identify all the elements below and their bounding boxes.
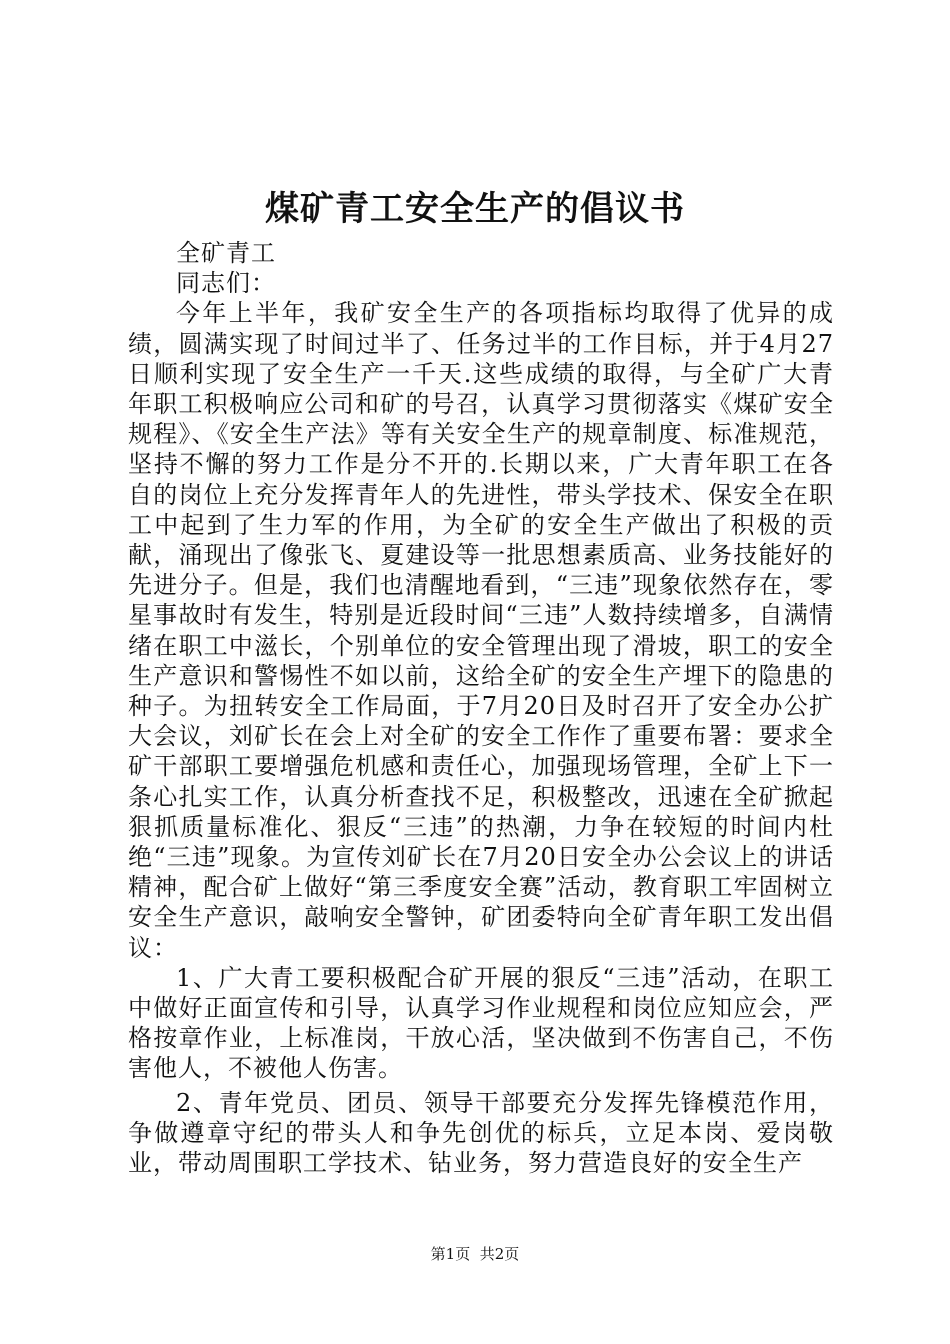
- salutation-greeting: 同志们：: [176, 269, 276, 298]
- paragraph-proposal-1: 1、广大青工要积极配合矿开展的狠反“三违”活动，在职工中做好正面宣传和引导，认真学习作业规程和岗位应知应会，严格按章作业，上标准岗，干放心活，坚决做到不伤害自己，不伤害他人，不被他人伤害。: [128, 963, 834, 1083]
- document-title: 煤矿青工安全生产的倡议书: [265, 189, 685, 229]
- salutation-recipients: 全矿青工: [176, 239, 276, 267]
- page-total: 共2页: [479, 1245, 520, 1263]
- page-footer: [0, 1244, 950, 1264]
- paragraph-proposal-2: 2、青年党员、团员、领导干部要充分发挥先锋模范作用，争做遵章守纪的带头人和争先创优的标兵，立足本岗、爱岗敬业，带动周围职工学技术、钻业务，努力营造良好的安全生产: [128, 1088, 834, 1178]
- document-body: [128, 238, 834, 1178]
- page-number: 第1页: [430, 1245, 471, 1263]
- paragraph-intro: 今年上半年，我矿安全生产的各项指标均取得了优异的成绩，圆满实现了时间过半了、任务过半的工作目标，并于4月27日顺利实现了安全生产一千天.这些成绩的取得，与全矿广大青年职工积极响应公司和矿的号召，认真学习贯彻落实《煤矿安全规程》、《安全生产法》等有关安全生产的规章制度、标准规范，坚持不懈的努力工作是分不开的.长期以来，广大青年职工在各自的岗位上充分发挥青年人的先进性，带头学技术、保安全在职工中起到了生力军的作用，为全矿的安全生产做出了积极的贡献，涌现出了像张飞、夏建设等一批思想素质高、业务技能好的先进分子。但是，我们也清醒地看到，“三违”现象依然存在，零星事故时有发生，特别是近段时间“三违”人数持续增多，自满情绪在职工中滋长，个别单位的安全管理出现了滑坡，职工的安全生产意识和警惕性不如以前，这给全矿的安全生产埋下的隐患的种子。为扭转安全工作局面，于7月20日及时召开了安全办公扩大会议，刘矿长在会上对全矿的安全工作作了重要布署：要求全矿干部职工要增强危机感和责任心，加强现场管理，全矿上下一条心扎实工作，认真分析查找不足，积极整改，迅速在全矿掀起狠抓质量标准化、狠反“三违”的热潮，力争在较短的时间内杜绝“三违”现象。为宣传刘矿长在7月20日安全办公会议上的讲话精神，配合矿上做好“第三季度安全赛”活动，教育职工牢固树立安全生产意识，敲响安全警钟，矿团委特向全矿青年职工发出倡议：: [128, 299, 834, 962]
